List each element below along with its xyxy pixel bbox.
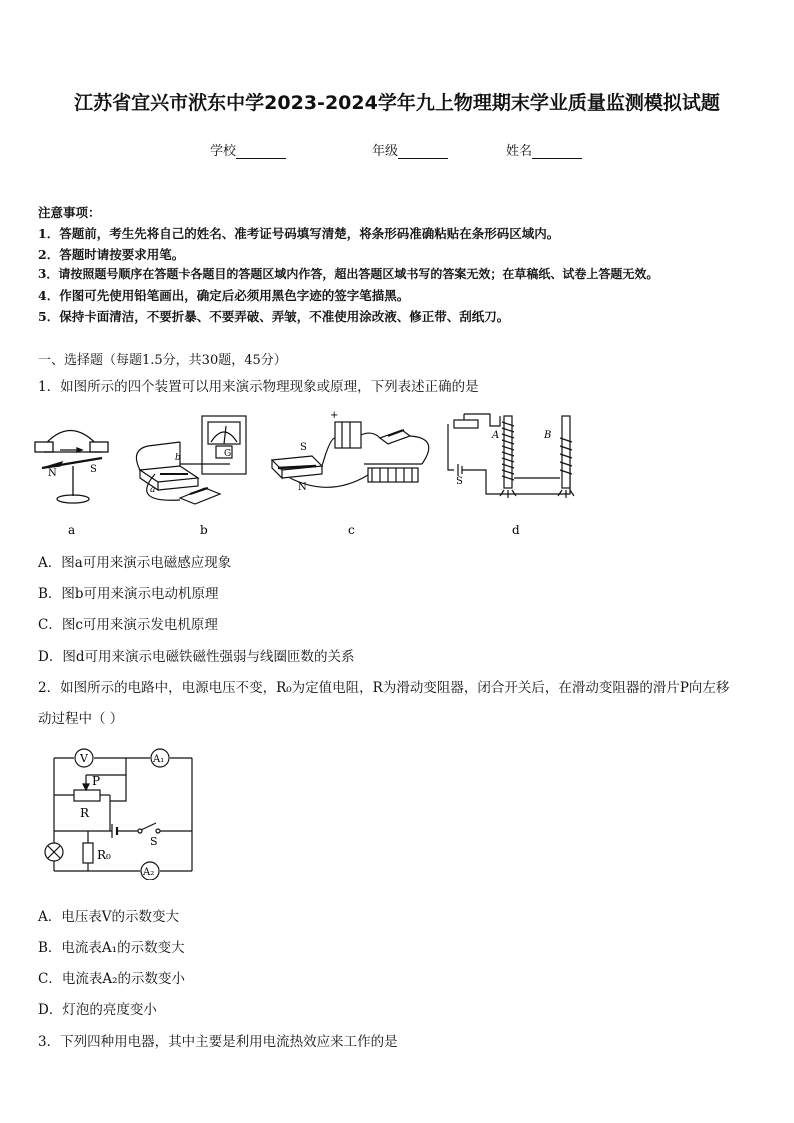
q2-option-c[interactable]: C．电流表A₂的示数变小 [38,971,185,987]
q1-figure [30,408,590,543]
figure-caption-a: a [68,523,76,537]
fig-c-plus-label: + [330,410,339,421]
page-title: 江苏省宜兴市洑东中学2023-2024学年九上物理期末学业质量监测模拟试题 [74,92,720,114]
fig-a-s-label: S [90,464,97,475]
figure-caption-d: d [512,523,520,537]
fig-d-s-label: S [456,476,463,487]
grade-field[interactable] [372,140,448,159]
grade-blank[interactable] [398,144,448,159]
fig-b-b-label: b [175,453,181,463]
fig-b-a-label: a [150,485,156,495]
q1-option-b[interactable]: B．图b可用来演示电动机原理 [38,586,219,602]
figure-caption-c: c [348,523,355,537]
name-field[interactable] [506,140,582,159]
name-label: 姓名 [506,144,533,159]
q2-option-a[interactable]: A．电压表V的示数变大 [38,909,179,925]
school-label: 学校 [210,144,237,159]
note-item: 4．作图可先使用铅笔画出，确定后必须用黑色字迹的签字笔描黑。 [38,288,410,303]
fig-c-n-label: N [298,482,307,493]
slider-p-label: P [92,774,101,788]
ammeter-a2-label: A₂ [143,867,155,878]
note-item: 5．保持卡面清洁，不要折暴、不要弄破、弄皱，不准使用涂改液、修正带、刮纸刀。 [38,309,510,324]
q2-circuit [40,745,210,880]
fig-a-n-label: N [48,468,57,479]
section-heading: 一、选择题（每题1.5分，共30题，45分） [38,353,287,368]
question-2-stem-line2: 动过程中（ ） [38,711,124,727]
question-1-stem: 1．如图所示的四个装置可以用来演示物理现象或原理，下列表述正确的是 [38,379,479,395]
q1-option-a[interactable]: A．图a可用来演示电磁感应现象 [38,555,232,571]
note-item: 1．答题前，考生先将自己的姓名、准考证号码填写清楚，将条形码准确粘贴在条形码区域内。 [38,226,560,241]
fig-c-s-label: S [300,442,307,453]
switch-s-label: S [150,835,158,848]
q1-option-d[interactable]: D．图d可用来演示电磁铁磁性强弱与线圈匝数的关系 [38,649,355,665]
figure-c [272,422,429,487]
fig-d-a-label: A [492,430,500,441]
grade-label: 年级 [372,144,399,159]
q2-option-d[interactable]: D．灯泡的亮度变小 [38,1002,157,1018]
fig-d-b-label: B [544,430,552,441]
school-blank[interactable] [236,144,286,159]
q1-option-c[interactable]: C．图c可用来演示发电机原理 [38,617,218,633]
question-2-stem-line1: 2．如图所示的电路中，电源电压不变，R₀为定值电阻，R为滑动变阻器，闭合开关后，在滑动变阻器的滑片P向左移 [38,680,730,696]
q2-option-b[interactable]: B．电流表A₁的示数变大 [38,940,185,956]
ammeter-a1-label: A₁ [153,754,165,765]
note-item: 3．请按照题号顺序在答题卡各题目的答题区域内作答，超出答题区域书写的答案无效；在草稿纸、试卷上答题无效。 [38,267,659,281]
name-blank[interactable] [532,144,582,159]
resistor-r0-label: R₀ [97,848,111,862]
figure-a [35,431,108,504]
question-3-stem: 3．下列四种用电器，其中主要是利用电流热效应来工作的是 [38,1034,398,1050]
figure-d [448,414,574,498]
figure-caption-b: b [200,523,208,537]
voltmeter-label: V [80,752,88,765]
school-field[interactable] [210,140,286,159]
fig-b-g-label: G [224,449,232,459]
note-item: 2．答题时请按要求用笔。 [38,247,185,262]
notes-heading: 注意事项： [38,205,101,220]
rheostat-r-label: R [80,806,90,820]
